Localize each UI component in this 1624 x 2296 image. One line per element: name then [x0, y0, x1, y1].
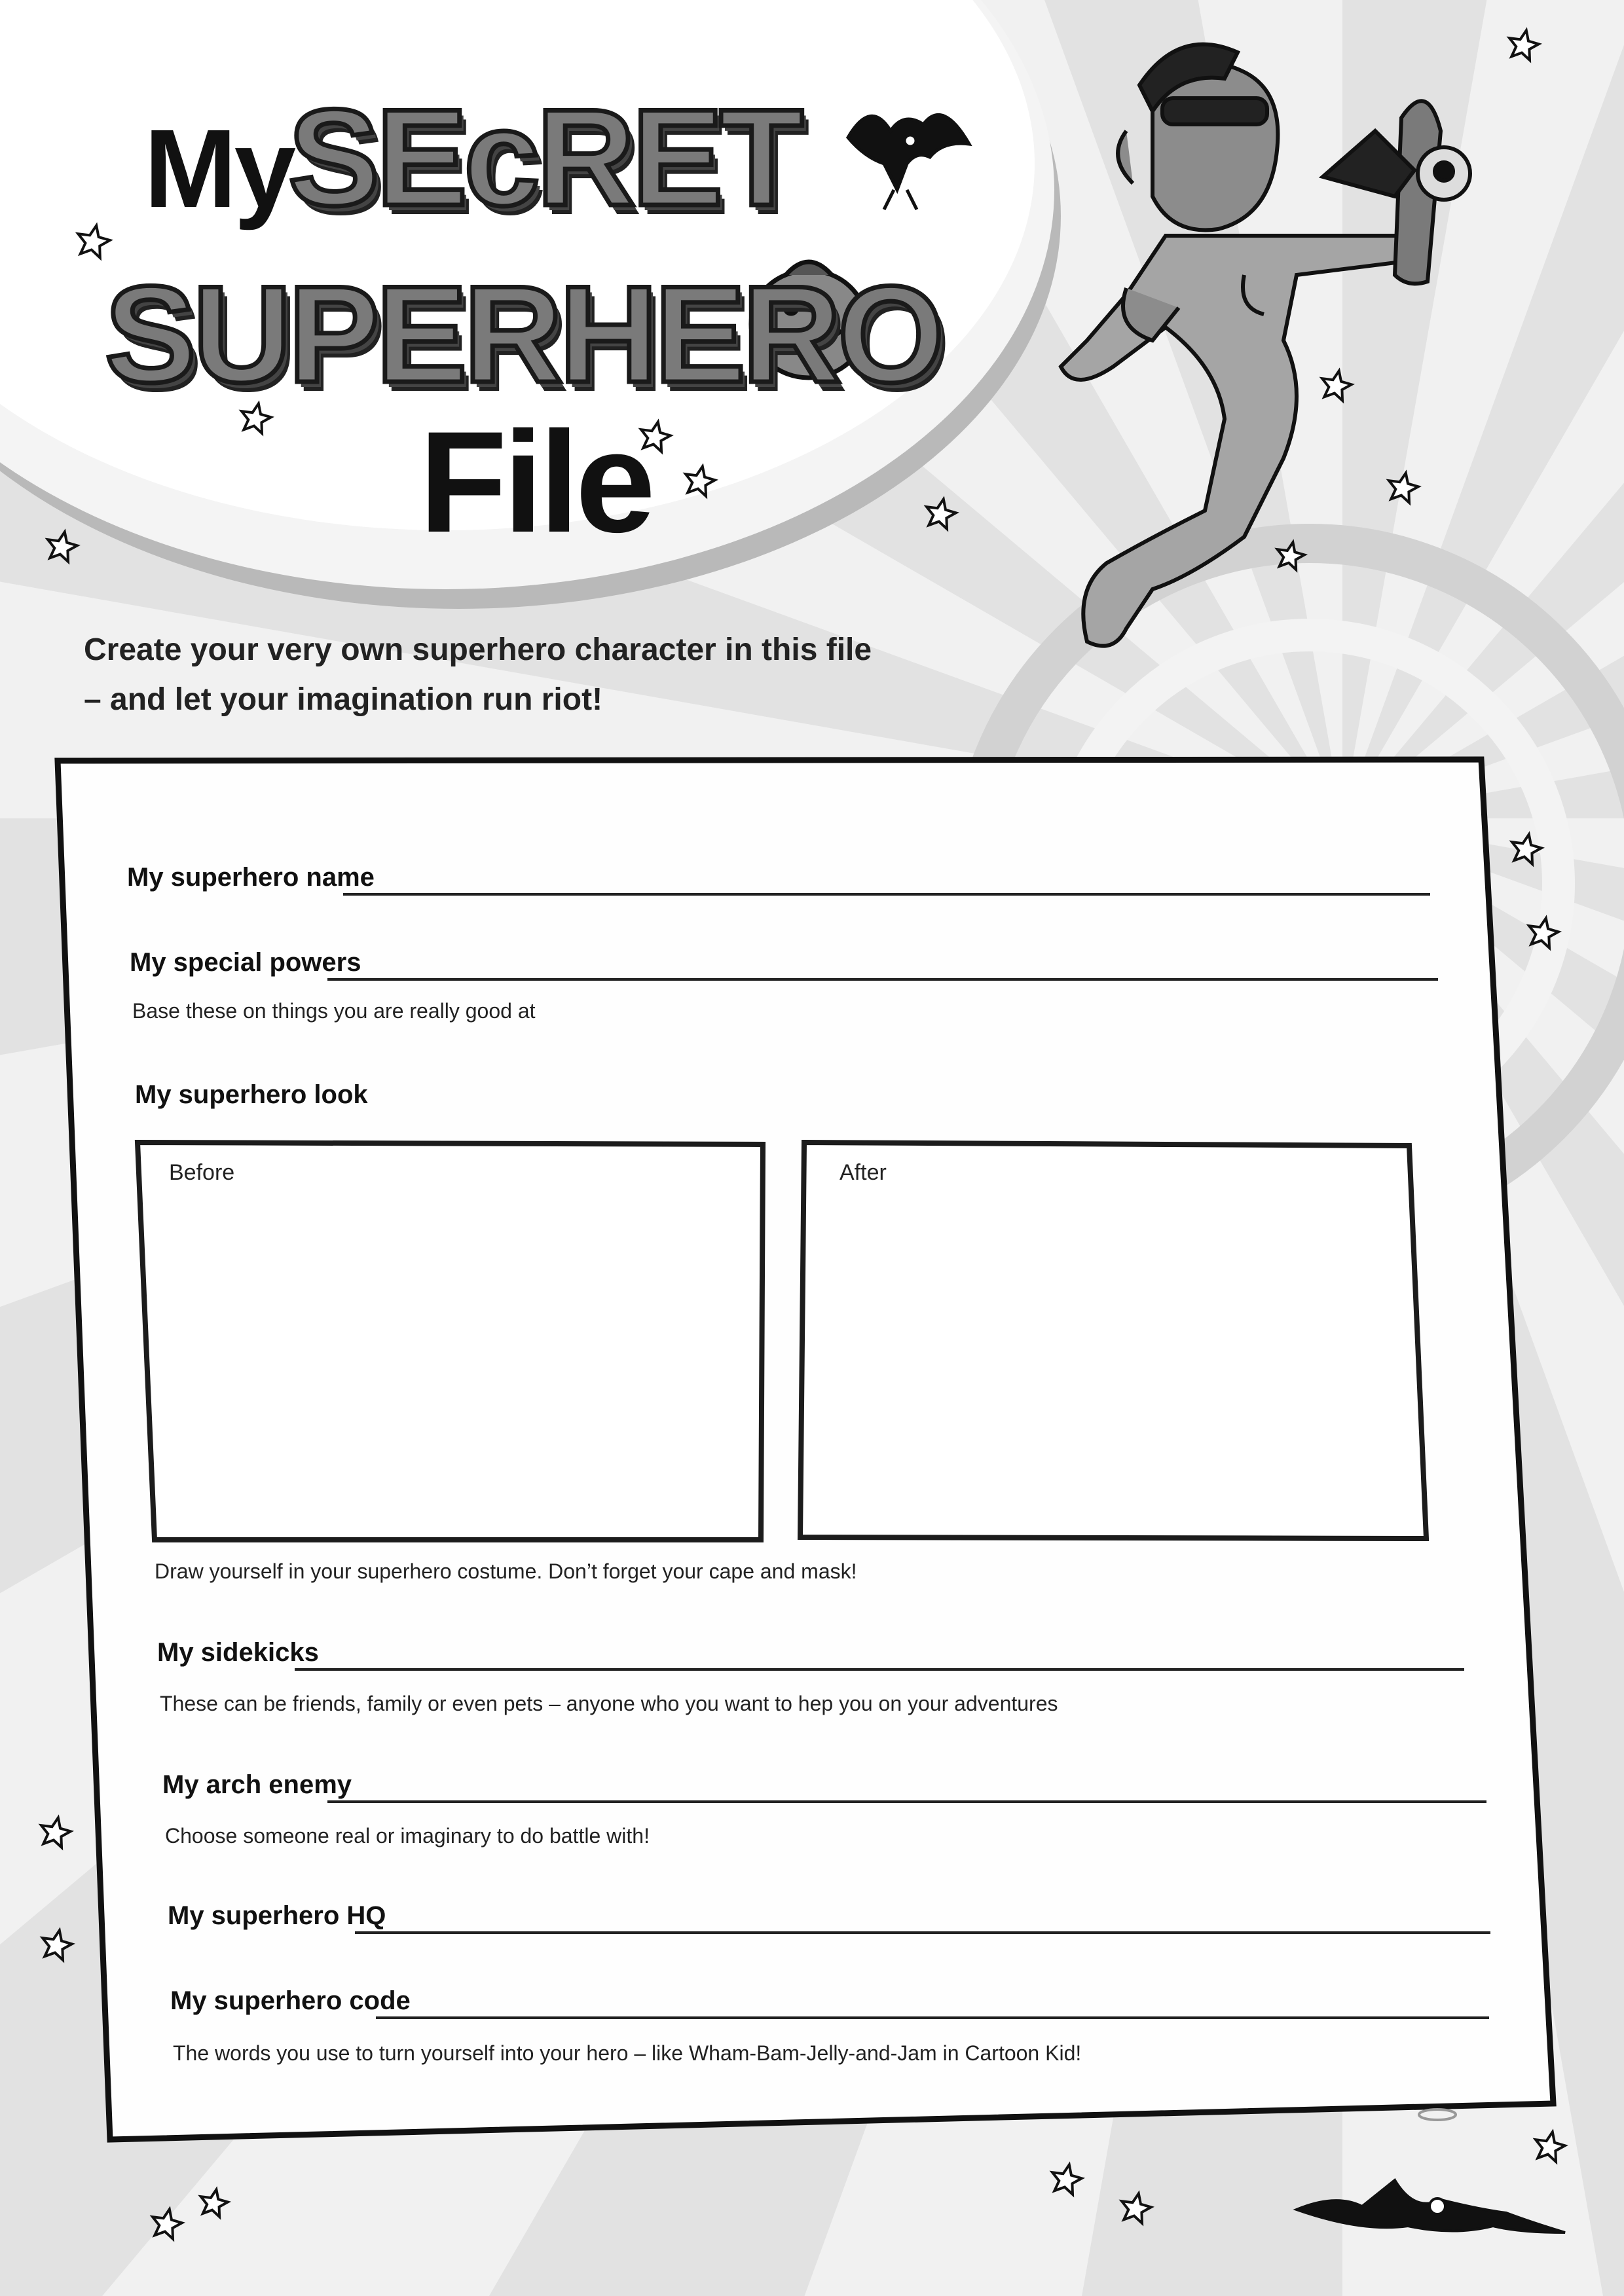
intro-line-1: Create your very own superhero character in this file	[84, 632, 872, 667]
sidekicks-field[interactable]	[295, 1668, 1464, 1671]
arch-enemy-field[interactable]	[327, 1800, 1486, 1803]
intro-text	[84, 625, 872, 725]
sidekicks-label: My sidekicks	[157, 1638, 319, 1667]
title-my: My	[144, 107, 294, 231]
superhero-code-hint: The words you use to turn yourself into your hero – like Wham-Bam-Jelly-and-Jam in Cartoon Kid!	[173, 2041, 1082, 2065]
superhero-look-label: My superhero look	[135, 1080, 368, 1109]
arch-enemy-hint: Choose someone real or imaginary to do battle with!	[165, 1824, 650, 1848]
title-superhero: SUPERHERO	[105, 257, 941, 411]
superhero-name-label: My superhero name	[127, 863, 375, 892]
superhero-name-field[interactable]	[343, 893, 1430, 896]
superhero-code-field[interactable]	[376, 2016, 1489, 2019]
superhero-hq-label: My superhero HQ	[168, 1901, 386, 1930]
after-label: After	[840, 1160, 887, 1185]
special-powers-label: My special powers	[130, 948, 361, 977]
special-powers-hint: Base these on things you are really good at	[132, 999, 536, 1023]
superhero-code-label: My superhero code	[170, 1986, 411, 2015]
title-file: File	[419, 401, 652, 562]
before-label: Before	[169, 1160, 235, 1185]
special-powers-field[interactable]	[327, 978, 1438, 981]
after-drawing-box[interactable]	[800, 1142, 1426, 1539]
superhero-look-hint: Draw yourself in your superhero costume. Don’t forget your cape and mask!	[155, 1559, 857, 1583]
arch-enemy-label: My arch enemy	[162, 1770, 352, 1799]
title-secret: SEcRET	[288, 81, 800, 234]
sidekicks-hint: These can be friends, family or even pets – anyone who you want to hep you on your adventures	[160, 1692, 1058, 1715]
before-drawing-box[interactable]	[138, 1142, 763, 1540]
superhero-hq-field[interactable]	[355, 1931, 1490, 1934]
intro-line-2: – and let your imagination run riot!	[84, 682, 603, 717]
